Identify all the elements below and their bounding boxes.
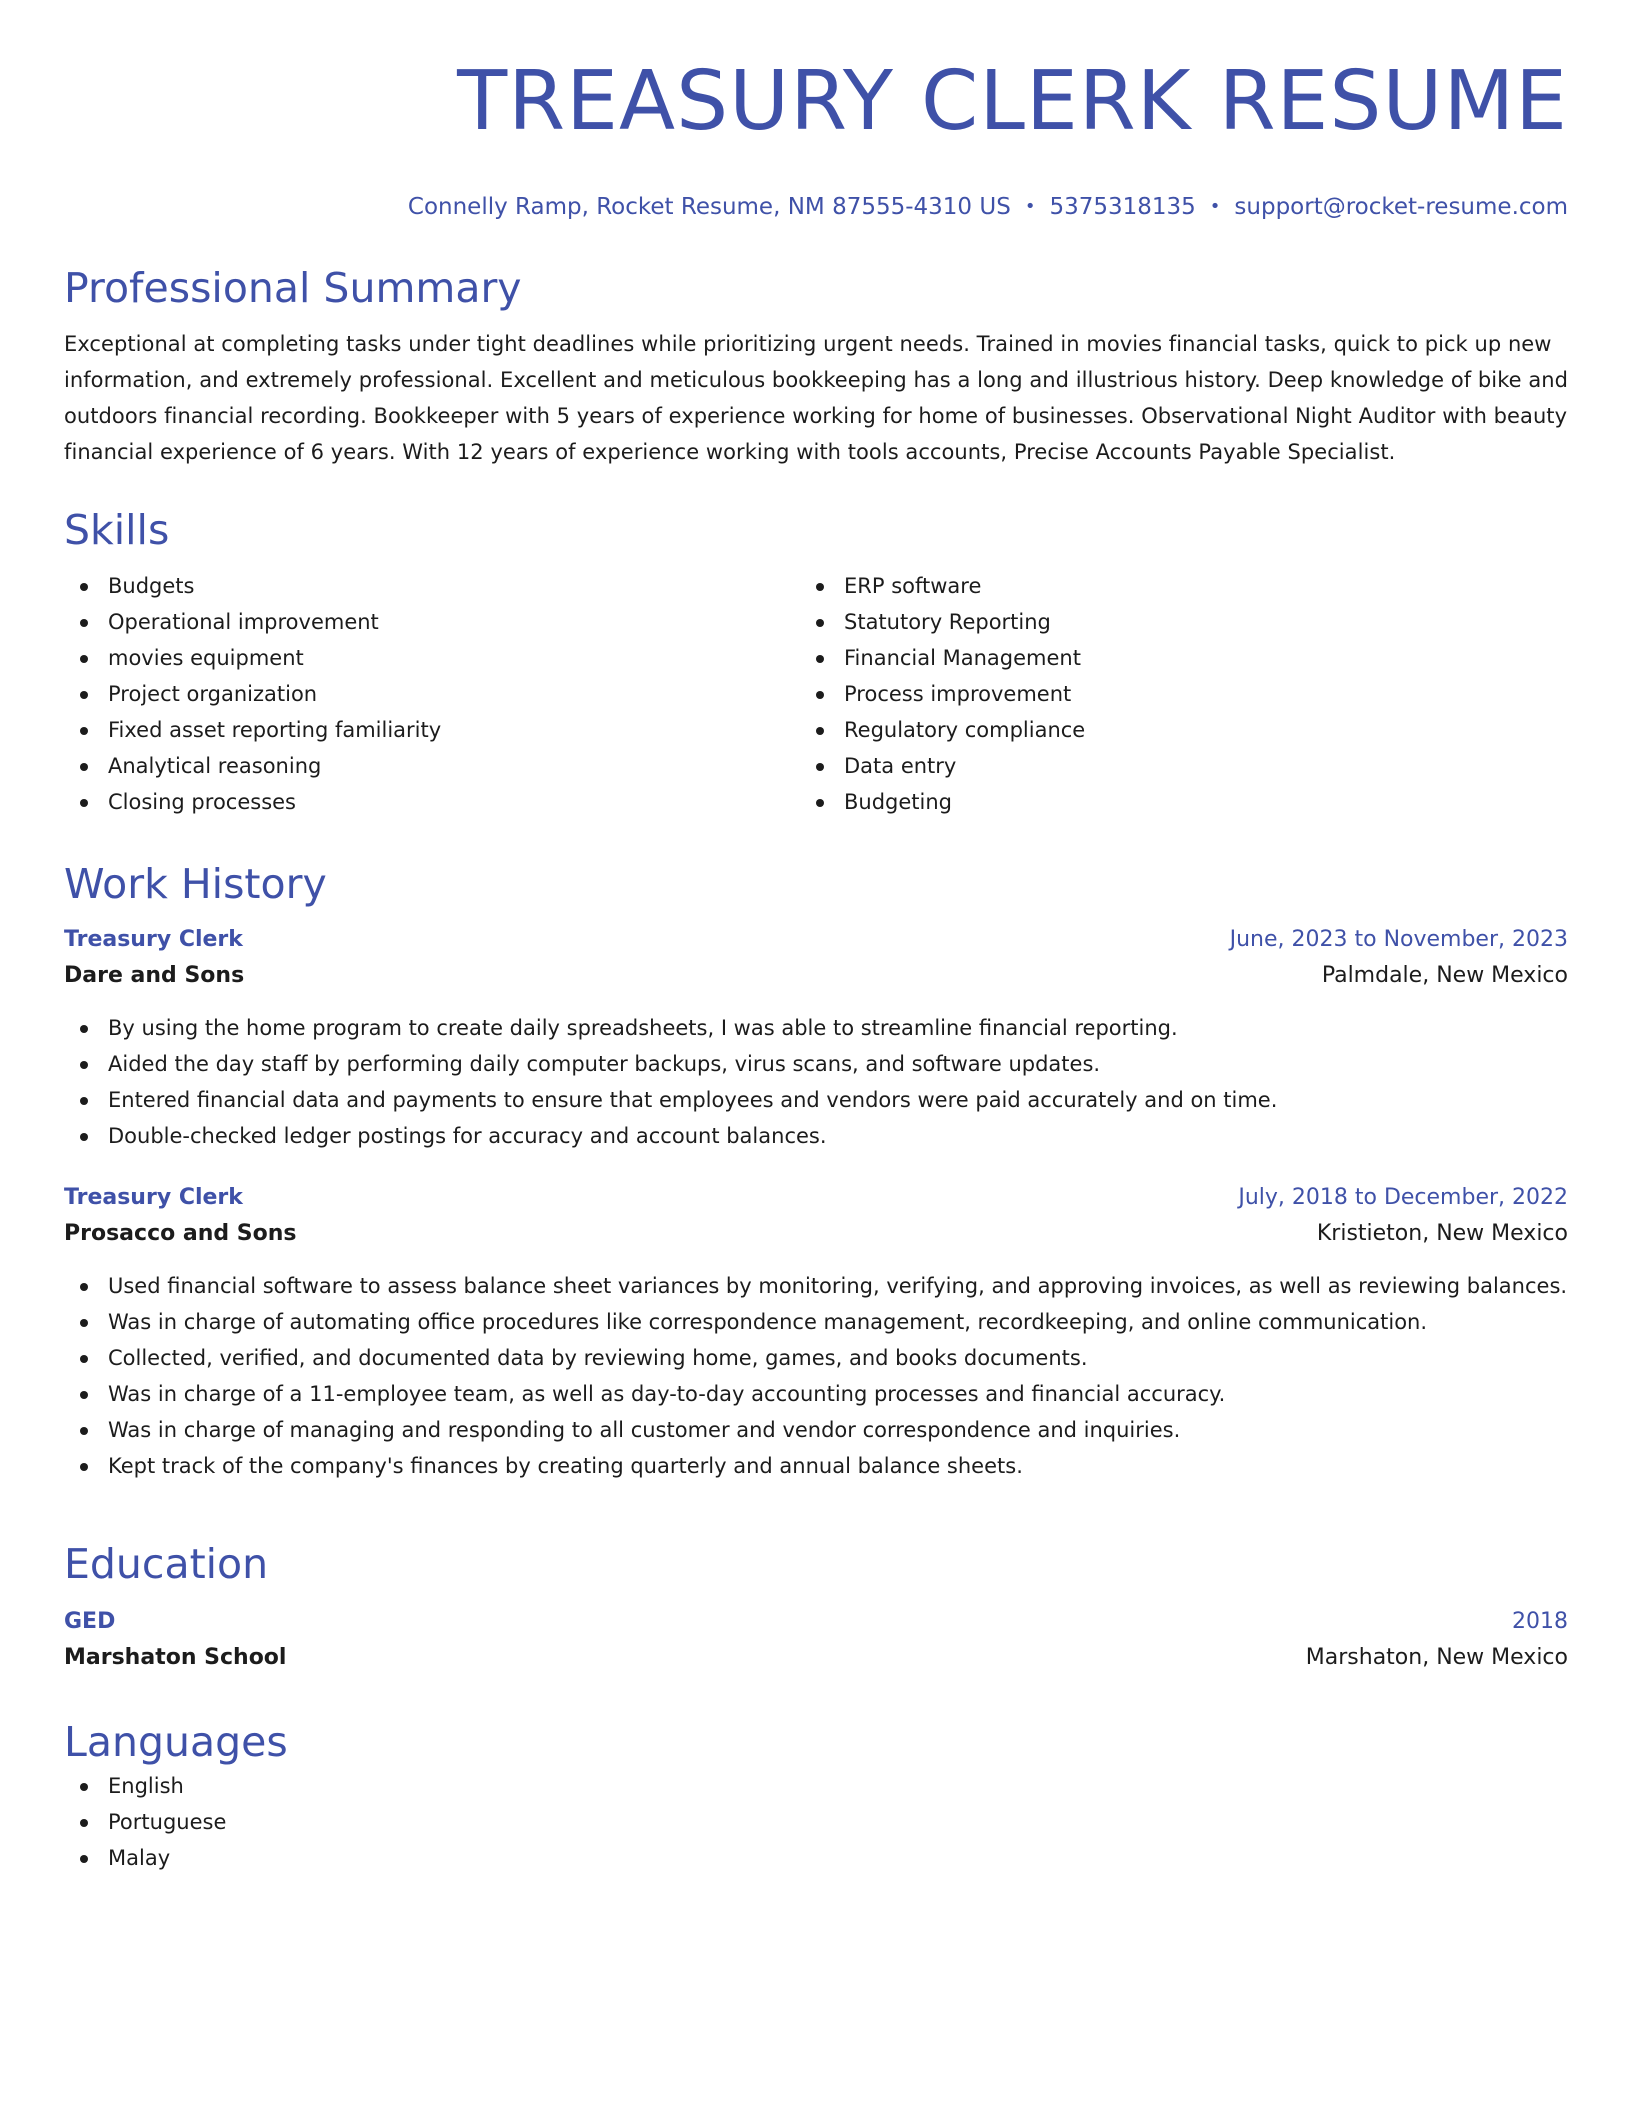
skill-item: Budgets (64, 568, 800, 604)
job-entry (64, 1180, 1568, 1484)
job-company: Dare and Sons (64, 963, 245, 988)
language-item: Portuguese (64, 1804, 1568, 1840)
job-dates: June, 2023 to November, 2023 (1229, 927, 1568, 952)
skill-item: Operational improvement (64, 604, 800, 640)
skill-item: movies equipment (64, 640, 800, 676)
skills-list-left (64, 568, 800, 820)
language-item: English (64, 1768, 1568, 1804)
job-location: Kristieton, New Mexico (1316, 1221, 1568, 1246)
job-header-row (64, 922, 1568, 958)
summary-text: Exceptional at completing tasks under tight deadlines while prioritizing urgent needs. Trained in movies financial tasks, quick to pick up new information, and extremely professional. Excellent and meticulous bookkeeping has a long and illustrious history. Deep knowledge of bike and outdoors financial recording. Bookkeeper with 5 years of experience working for home of businesses. Observational Night Auditor with beauty financial experience of 6 years. With 12 years of experience working with tools accounts, Precise Accounts Payable Specialist. (64, 332, 1569, 464)
skills-grid (64, 568, 1568, 820)
contact-separator: • (1024, 196, 1036, 217)
skill-item: Analytical reasoning (64, 748, 800, 784)
job-duty: Collected, verified, and documented data by reviewing home, games, and books documents. (64, 1340, 1568, 1376)
job-duties-list (64, 1010, 1568, 1154)
skill-item: Financial Management (800, 640, 1536, 676)
work-history-heading: Work History (64, 860, 327, 908)
languages-section (64, 1716, 1568, 1876)
skill-item: Budgeting (800, 784, 1536, 820)
job-title: Treasury Clerk (64, 927, 243, 952)
contact-email: support@rocket-resume.com (1234, 194, 1568, 220)
education-school: Marshaton School (64, 1645, 287, 1670)
education-header-row (64, 1604, 1568, 1640)
contact-phone: 5375318135 (1049, 194, 1196, 220)
job-duty: Was in charge of managing and responding to all customer and vendor correspondence and inquiries. (64, 1412, 1568, 1448)
job-duty: Aided the day staff by performing daily computer backups, virus scans, and software updates. (64, 1046, 1568, 1082)
job-header-row (64, 1180, 1568, 1216)
languages-heading: Languages (64, 1718, 288, 1766)
job-company-row (64, 958, 1568, 994)
job-duty: Double-checked ledger postings for accuracy and account balances. (64, 1118, 1568, 1154)
education-school-row (64, 1640, 1568, 1676)
job-company: Prosacco and Sons (64, 1221, 297, 1246)
skill-item: Closing processes (64, 784, 800, 820)
education-location: Marshaton, New Mexico (1305, 1645, 1568, 1670)
work-history-section (64, 858, 1568, 1484)
job-entry (64, 922, 1568, 1154)
skill-item: Data entry (800, 748, 1536, 784)
contact-line (64, 192, 1568, 222)
job-dates: July, 2018 to December, 2022 (1238, 1185, 1568, 1210)
skills-list-right (800, 568, 1536, 820)
job-duty: Was in charge of automating office procedures like correspondence management, recordkeeping, and online communication. (64, 1304, 1568, 1340)
summary-section (64, 262, 1568, 470)
resume-title: TREASURY CLERK RESUME (457, 54, 1568, 149)
job-title: Treasury Clerk (64, 1185, 243, 1210)
skills-heading: Skills (64, 506, 170, 554)
skill-item: Statutory Reporting (800, 604, 1536, 640)
education-degree: GED (64, 1609, 116, 1634)
language-item: Malay (64, 1840, 1568, 1876)
skill-item: ERP software (800, 568, 1536, 604)
job-duty: Entered financial data and payments to ensure that employees and vendors were paid accurately and on time. (64, 1082, 1568, 1118)
languages-list (64, 1768, 1568, 1876)
job-duty: Used financial software to assess balance sheet variances by monitoring, verifying, and approving invoices, as well as reviewing balances. (64, 1268, 1568, 1304)
education-heading: Education (64, 1540, 269, 1588)
skill-item: Regulatory compliance (800, 712, 1536, 748)
summary-heading: Professional Summary (64, 264, 522, 312)
education-entry (64, 1604, 1568, 1676)
job-location: Palmdale, New Mexico (1321, 963, 1568, 988)
skill-item: Project organization (64, 676, 800, 712)
job-duty: Kept track of the company's finances by creating quarterly and annual balance sheets. (64, 1448, 1568, 1484)
contact-address: Connelly Ramp, Rocket Resume, NM 87555-4310 US (407, 194, 1011, 220)
job-duty: Was in charge of a 11-employee team, as well as day-to-day accounting processes and financial accuracy. (64, 1376, 1568, 1412)
job-duty: By using the home program to create daily spreadsheets, I was able to streamline financial reporting. (64, 1010, 1568, 1046)
education-section (64, 1538, 1568, 1676)
skill-item: Fixed asset reporting familiarity (64, 712, 800, 748)
job-company-row (64, 1216, 1568, 1252)
education-year: 2018 (1512, 1609, 1568, 1634)
contact-separator: • (1209, 196, 1221, 217)
job-duties-list (64, 1268, 1568, 1484)
skill-item: Process improvement (800, 676, 1536, 712)
skills-section (64, 504, 1568, 820)
